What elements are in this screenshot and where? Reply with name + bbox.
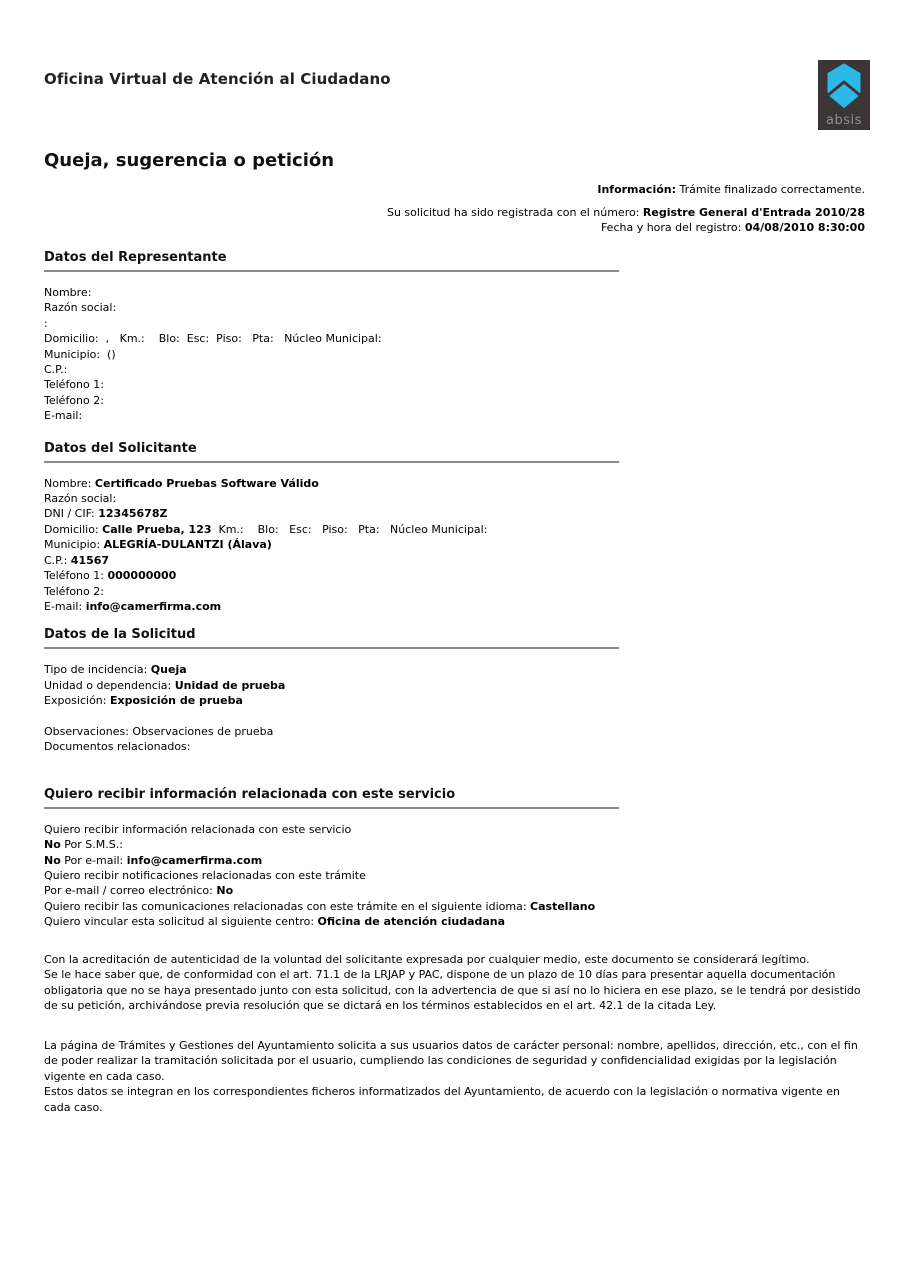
info-status-value: Trámite finalizado correctamente.	[676, 183, 865, 196]
field-line	[44, 537, 865, 552]
registration-datetime-line	[44, 220, 865, 235]
absis-logo	[818, 60, 870, 130]
field-label: Documentos relacionados:	[44, 740, 191, 754]
legal-text: La página de Trámites y Gestiones del Ayuntamiento solicita a sus usuarios datos de carácter personal: nombre, apellidos, dirección, etc., con el fin de poder realizar la tramitación solicitada por el usuario, cumpliendo las condiciones de seguridad y confidencialidad exigidas por la legislación vigente en cada caso.	[44, 1038, 858, 1083]
field-line	[44, 724, 865, 739]
registration-datetime-value: 04/08/2010 8:30:00	[744, 221, 865, 234]
info-status-line	[44, 182, 865, 197]
field-value: No	[216, 884, 234, 898]
field-value: ALEGRÍA-DULANTZI (Álava)	[103, 538, 272, 552]
field-line	[44, 709, 865, 724]
field-label: Domicilio:	[44, 522, 103, 536]
field-line	[44, 899, 865, 914]
field-line	[44, 393, 865, 408]
field-line	[44, 822, 865, 837]
field-value: info@camerfirma.com	[126, 853, 263, 867]
logo-wordmark: absis	[826, 113, 862, 128]
field-value: 000000000	[107, 569, 177, 583]
field-label: E-mail:	[44, 599, 86, 613]
field-line	[44, 837, 865, 852]
field-label: Nombre:	[44, 476, 95, 490]
field-label: Exposición:	[44, 694, 110, 708]
app-title: Oficina Virtual de Atención al Ciudadano	[44, 70, 391, 88]
field-line	[44, 316, 865, 331]
field-label: Teléfono 2:	[44, 393, 104, 407]
field-line	[44, 693, 865, 708]
field-value: Castellano	[530, 899, 596, 913]
field-value: Calle Prueba, 123	[102, 522, 212, 536]
field-value: Unidad de prueba	[174, 678, 286, 692]
field-line	[44, 914, 865, 929]
legal-text: Con la acreditación de autenticidad de la voluntad del solicitante expresada por cualquier medio, este documento se considerará legítimo.	[44, 952, 810, 966]
field-line	[44, 362, 865, 377]
field-line	[44, 678, 865, 693]
field-label: Teléfono 2:	[44, 584, 104, 598]
field-label: Teléfono 1:	[44, 378, 104, 392]
field-line	[44, 300, 865, 315]
section-fields	[44, 822, 865, 930]
field-label: Por e-mail / correo electrónico:	[44, 884, 217, 898]
field-line	[44, 522, 865, 537]
field-label: :	[44, 316, 48, 330]
section-datos-solicitud	[44, 627, 865, 754]
field-label: Tipo de incidencia:	[44, 663, 151, 677]
field-line	[44, 883, 865, 898]
field-value: No	[44, 853, 61, 867]
field-line	[44, 868, 865, 883]
field-line	[44, 285, 865, 300]
field-value: No	[44, 838, 61, 852]
field-label: Nombre:	[44, 286, 92, 299]
field-label: Km.: Blo: Esc: Piso: Pta: Núcleo Municipal:	[211, 522, 488, 536]
field-value: Oficina de atención ciudadana	[317, 915, 506, 929]
registration-number-line	[44, 205, 865, 220]
field-label: Razón social:	[44, 301, 117, 315]
section-title: Datos del Representante	[44, 250, 619, 272]
field-label: Quiero recibir notificaciones relacionadas con este trámite	[44, 868, 366, 882]
field-value: 12345678Z	[98, 507, 168, 521]
field-label: Observaciones: Observaciones de prueba	[44, 724, 274, 738]
field-line	[44, 476, 865, 491]
field-line	[44, 568, 865, 583]
page-title: Queja, sugerencia o petición	[44, 150, 335, 171]
section-title: Quiero recibir información relacionada con este servicio	[44, 787, 619, 809]
legal-text: Estos datos se integran en los correspondientes ficheros informatizados del Ayuntamiento, de acuerdo con la legislación o normativa vigente en cada caso.	[44, 1085, 840, 1114]
field-label: DNI / CIF:	[44, 507, 99, 521]
legal-text: Se le hace saber que, de conformidad con el art. 71.1 de la LRJAP y PAC, dispone de un plazo de 10 días para presentar aquella documentación obligatoria que no se haya presentado junto con esta solicitud, con la advertencia de que si así no lo hiciera en ese plazo, se le tendrá por desistido de su petición, archivándose previa resolución que se dictará en los términos establecidos en el art. 42.1 de la citada Ley.	[44, 968, 861, 1013]
field-label: Quiero recibir las comunicaciones relacionadas con este trámite en el siguiente idioma:	[44, 899, 531, 913]
section-datos-representante	[44, 250, 865, 424]
field-value: Queja	[150, 663, 187, 677]
field-value: info@camerfirma.com	[85, 599, 222, 613]
field-label: C.P.:	[44, 363, 68, 377]
section-fields	[44, 662, 865, 754]
field-label: Municipio: ()	[44, 347, 116, 361]
field-label: Razón social:	[44, 492, 117, 506]
field-value: 41567	[70, 553, 110, 567]
section-fields	[44, 476, 865, 615]
field-line	[44, 408, 865, 423]
field-label: Municipio:	[44, 538, 104, 552]
field-line	[44, 506, 865, 521]
field-label: C.P.:	[44, 553, 71, 567]
section-informacion-servicio	[44, 787, 865, 930]
field-line	[44, 491, 865, 506]
field-label: Quiero recibir información relacionada con este servicio	[44, 822, 352, 836]
field-label: E-mail:	[44, 409, 83, 423]
field-line	[44, 599, 865, 614]
legal-paragraph-1	[44, 952, 865, 1014]
field-label: Por e-mail:	[60, 853, 127, 867]
field-line	[44, 553, 865, 568]
section-fields	[44, 285, 865, 424]
field-line	[44, 662, 865, 677]
registration-datetime-label: Fecha y hora del registro:	[600, 221, 745, 234]
field-line	[44, 584, 865, 599]
field-line	[44, 331, 865, 346]
field-label: Domicilio: , Km.: Blo: Esc: Piso: Pta: Núcleo Municipal:	[44, 332, 382, 346]
field-label: Por S.M.S.:	[60, 838, 123, 852]
info-status-label: Información:	[597, 183, 677, 196]
field-label: Unidad o dependencia:	[44, 678, 175, 692]
field-line	[44, 739, 865, 754]
field-value: Certificado Pruebas Software Válido	[94, 476, 319, 490]
field-line	[44, 347, 865, 362]
field-label: Quiero vincular esta solicitud al siguiente centro:	[44, 915, 318, 929]
section-title: Datos de la Solicitud	[44, 627, 619, 649]
section-title: Datos del Solicitante	[44, 441, 619, 463]
field-line	[44, 377, 865, 392]
registration-number-value: Registre General d'Entrada 2010/28	[642, 206, 865, 219]
legal-paragraph-2	[44, 1038, 865, 1116]
status-block	[44, 182, 865, 235]
field-line	[44, 853, 865, 868]
field-label: Teléfono 1:	[44, 569, 108, 583]
section-datos-solicitante	[44, 441, 865, 615]
field-value: Exposición de prueba	[109, 694, 243, 708]
registration-number-label: Su solicitud ha sido registrada con el número:	[386, 206, 643, 219]
